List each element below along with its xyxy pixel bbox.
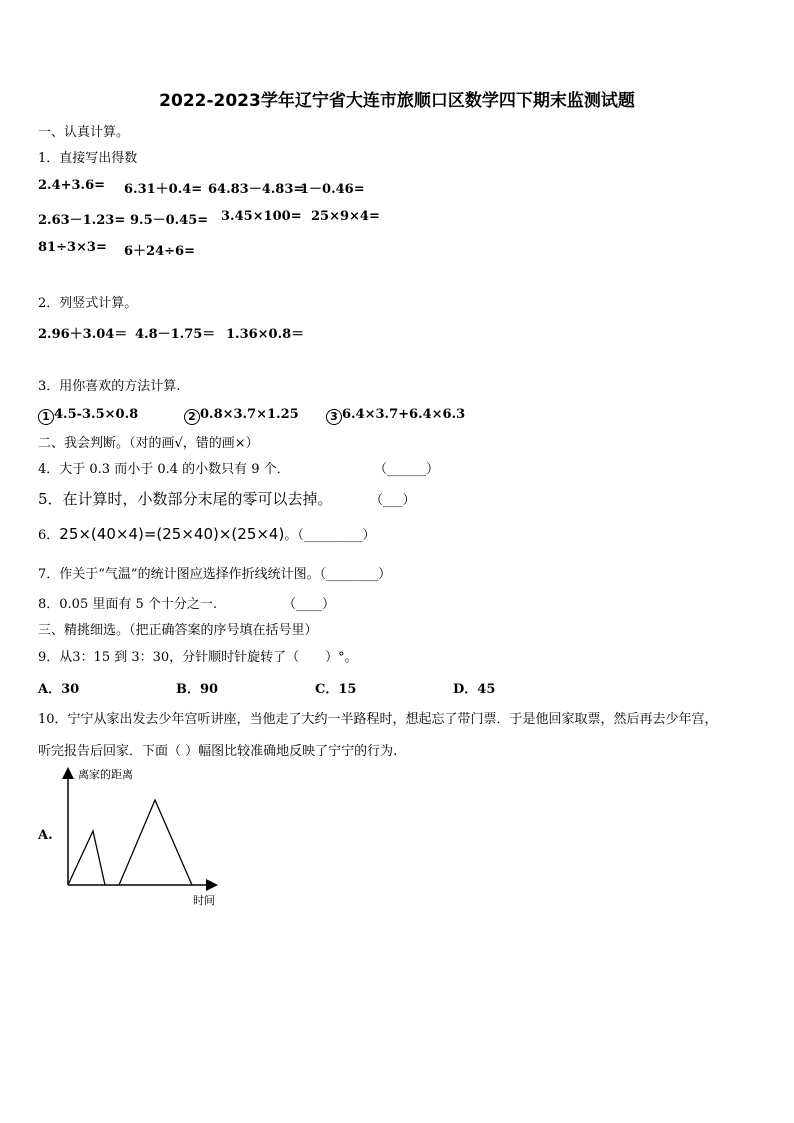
section-3-heading: 三、精挑细选。（把正确答案的序号填在括号里）	[38, 623, 318, 638]
q1-item: 9.5－0.45=	[130, 213, 209, 228]
q3-expr: 0.8×3.7×1.25	[200, 407, 299, 422]
q1-item: 6＋24÷6=	[124, 244, 195, 259]
q9-option-b: B．90	[176, 682, 219, 697]
q6-answer-paren: 。（_________）	[284, 528, 376, 543]
trip-segment-1	[68, 831, 105, 885]
q9-option-c: C．15	[315, 682, 357, 697]
section-1-heading: 一、认真计算。	[38, 125, 130, 140]
circled-number: 3	[326, 409, 342, 425]
q1-item: 64.83－4.83=	[208, 182, 305, 197]
q4-answer-paren: （______）	[374, 462, 440, 477]
q2-item: 2.96＋3.04＝	[38, 327, 128, 342]
q6-number: 6．	[38, 528, 60, 543]
q1-item: 1－0.46=	[300, 182, 365, 197]
q9-option-a: A．30	[38, 682, 80, 697]
q10-option-a-label: A.	[38, 828, 53, 843]
x-axis-label: 时间	[193, 894, 215, 907]
q3-item	[38, 407, 138, 425]
q2-label: 2．列竖式计算。	[38, 296, 138, 311]
q1-item: 2.4+3.6=	[38, 178, 106, 193]
q3-expr: 4.5-3.5×0.8	[54, 407, 139, 422]
q6-equation: 25×(40×4)=(25×40)×(25×4)	[59, 525, 285, 543]
y-axis-label: 离家的距离	[78, 768, 133, 781]
q8-text: 8．0.05 里面有 5 个十分之一.	[38, 597, 218, 612]
q8-answer-paren: （____）	[283, 597, 336, 612]
q10-line2: 听完报告后回家．下面（ ）幅图比较准确地反映了宁宁的行为.	[38, 744, 398, 759]
q2-item: 1.36×0.8＝	[226, 327, 305, 342]
q6-row	[38, 524, 375, 543]
q9-option-d: D．45	[453, 682, 496, 697]
q1-label: 1．直接写出得数	[38, 151, 138, 166]
q1-item: 81÷3×3=	[38, 240, 107, 255]
distance-time-graph	[55, 762, 235, 912]
page-title: 2022-2023学年辽宁省大连市旅顺口区数学四下期末监测试题	[159, 91, 635, 111]
q1-item: 25×9×4=	[311, 209, 380, 224]
q9-text: 9．从3：15 到 3：30，分针顺时针旋转了（ ）°。	[38, 650, 358, 665]
q3-label: 3．用你喜欢的方法计算.	[38, 379, 181, 394]
trip-segment-2	[119, 800, 192, 885]
q3-expr: 6.4×3.7+6.4×6.3	[342, 407, 466, 422]
circled-number: 1	[38, 409, 54, 425]
q5-text: 5．在计算时，小数部分末尾的零可以去掉。	[38, 490, 333, 508]
circled-number: 2	[184, 409, 200, 425]
q3-item	[326, 407, 465, 425]
section-2-heading: 二、我会判断。（对的画√，错的画×）	[38, 436, 259, 451]
q1-item: 6.31＋0.4=	[124, 182, 203, 197]
q5-answer-paren: （___）	[370, 493, 416, 508]
q7-text: 7．作关于“气温”的统计图应选择作折线统计图。（________）	[38, 567, 392, 582]
q1-item: 2.63－1.23=	[38, 213, 126, 228]
q1-item: 3.45×100=	[221, 209, 302, 224]
q4-text: 4．大于 0.3 而小于 0.4 的小数只有 9 个．	[38, 462, 290, 477]
q2-item: 4.8－1.75＝	[135, 327, 216, 342]
q3-item	[184, 407, 299, 425]
q10-line1: 10．宁宁从家出发去少年宫听讲座，当他走了大约一半路程时，想起忘了带门票．于是他回家取票，然后再去少年宫，	[38, 712, 718, 727]
